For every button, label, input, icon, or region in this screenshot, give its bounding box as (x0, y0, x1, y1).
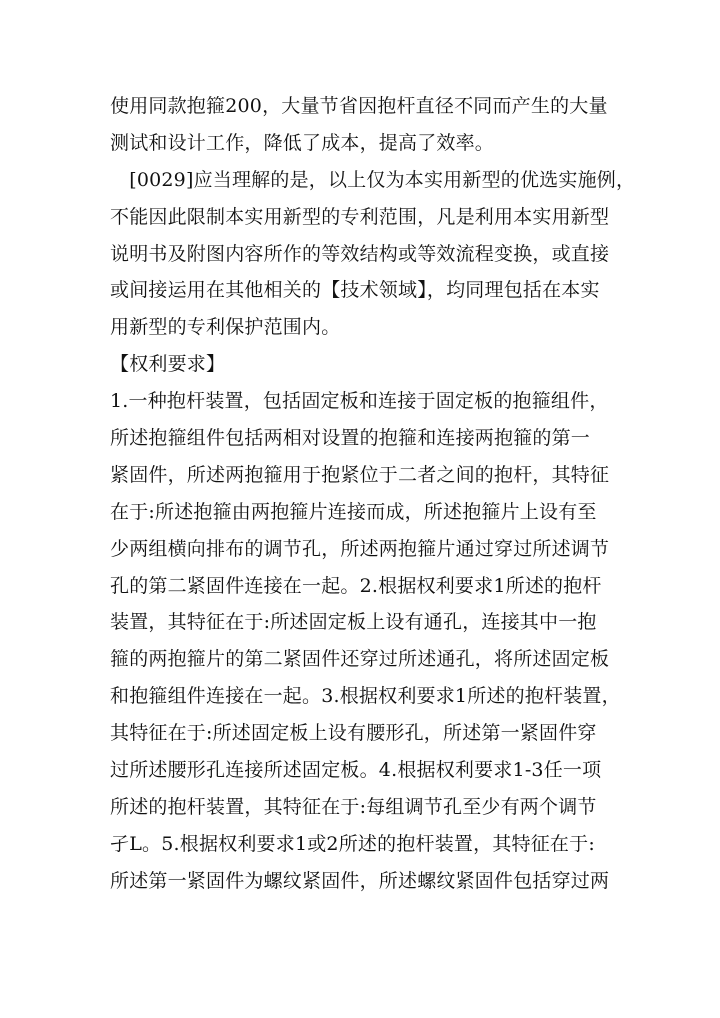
text-line: 装置，其特征在于:所述固定板上设有通孔，连接其中一抱 (110, 611, 597, 634)
text-line: 说明书及附图内容所作的等效结构或等效流程变换，或直接 (110, 242, 610, 265)
text-line: 或间接运用在其他相关的【技术领域】，均同理包括在本实 (110, 279, 600, 302)
document-body (110, 88, 636, 900)
text-line: 所述的抱杆装置，其特征在于:每组调节孔至少有两个调节 (110, 795, 597, 818)
text-line: 用新型的专利保护范围内。 (110, 316, 341, 339)
paragraph-0029-start: [0029]应当理解的是，以上仅为本实用新型的优选实施例， (110, 168, 636, 191)
text-line: 孔的第二紧固件连接在一起。2.根据权利要求1所述的抱杆 (110, 574, 602, 597)
text-line: 其特征在于:所述固定板上设有腰形孔，所述第一紧固件穿 (110, 722, 597, 745)
text-line: 使用同款抱箍200，大量节省因抱杆直径不同而产生的大量 (110, 95, 608, 117)
section-heading-claims: 【权利要求】 (110, 353, 226, 376)
text-line: 过所述腰形孔连接所述固定板。4.根据权利要求1-3任一项 (110, 759, 602, 782)
text-line: 测试和设计工作，降低了成本，提高了效率。 (110, 131, 495, 154)
text-line: 所述抱箍组件包括两相对设置的抱箍和连接两抱箍的第一 (110, 427, 591, 450)
text-line: 在于:所述抱箍由两抱箍片连接而成，所述抱箍片上设有至 (110, 500, 597, 523)
text-line: 孑L。5.根据权利要求1或2所述的抱杆装置，其特征在于: (110, 832, 595, 855)
text-line: 少两组横向排布的调节孔，所述两抱箍片通过穿过所述调节 (110, 537, 610, 560)
text-line: 不能因此限制本实用新型的专利范围，凡是利用本实用新型 (110, 205, 610, 228)
text-line: 箍的两抱箍片的第二紧固件还穿过所述通孔，将所述固定板 (110, 648, 610, 671)
claim-1-start: 1.一种抱杆装置，包括固定板和连接于固定板的抱箍组件， (110, 390, 609, 413)
text-line: 紧固件，所述两抱箍用于抱紧位于二者之间的抱杆，其特征 (110, 463, 610, 486)
text-line: 所述第一紧固件为螺纹紧固件，所述螺纹紧固件包括穿过两 (110, 869, 610, 892)
text-line: 和抱箍组件连接在一起。3.根据权利要求1所述的抱杆装置， (110, 685, 621, 708)
